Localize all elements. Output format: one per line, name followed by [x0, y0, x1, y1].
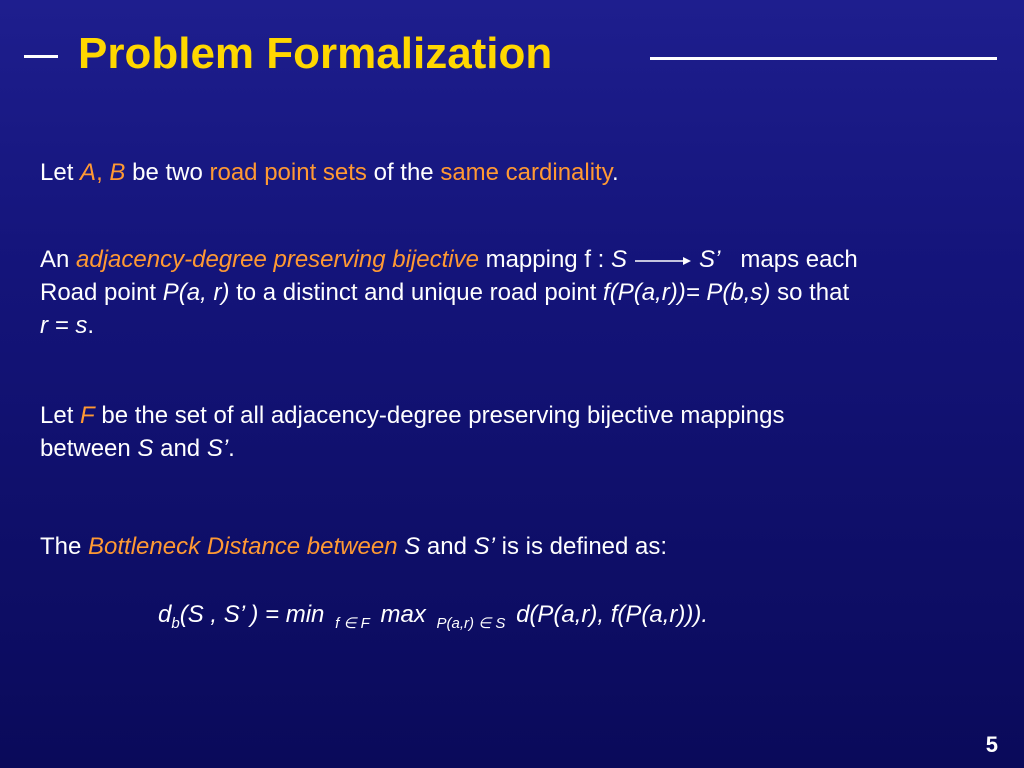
symbol-s: S [404, 533, 421, 560]
text: so that [777, 279, 850, 306]
bottleneck-formula [158, 598, 708, 640]
text: The [40, 533, 82, 560]
title-rule-right [650, 57, 997, 60]
period: . [87, 312, 95, 339]
term-bottleneck-distance: Bottleneck Distance between [88, 533, 398, 560]
text: to a distinct and unique road point [236, 279, 597, 306]
text: mapping f : [485, 246, 605, 273]
term-adp-bijective: adjacency-degree preserving bijective [76, 246, 479, 273]
title-rule-left [24, 55, 58, 58]
text: be the set of all adjacency-degree preserving bijective mappings [101, 402, 785, 429]
paragraph-bottleneck [40, 530, 1010, 563]
text: Road point [40, 279, 157, 306]
symbol-a: A [80, 159, 97, 186]
text: be two [132, 159, 203, 186]
symbol-s-prime: S’ [473, 533, 495, 560]
expr-p-ar: P(a, r) [162, 279, 230, 306]
slide-title: Problem Formalization [78, 29, 553, 78]
period: . [611, 159, 619, 186]
comma: , [96, 159, 103, 186]
text: Let [40, 159, 74, 186]
text: is is defined as: [501, 533, 668, 560]
formula-args: (S , S’ ) = min [179, 601, 325, 628]
formula-subscript-b: b [171, 615, 180, 632]
symbol-s: S [137, 435, 154, 462]
paragraph-set-f [40, 399, 1010, 465]
formula-subscript-f-in-f: f ∈ F [335, 615, 370, 632]
term-same-cardinality: same cardinality [440, 159, 612, 186]
text: Let [40, 402, 74, 429]
symbol-s-prime: S’ [206, 435, 229, 462]
period: . [228, 435, 235, 462]
text: of the [373, 159, 434, 186]
expr-r-eq-s: r = s [40, 312, 88, 339]
text: maps each [740, 246, 858, 273]
formula-subscript-p-in-s: P(a,r) ∈ S [436, 615, 506, 632]
symbol-s-prime: S’ [699, 246, 721, 273]
symbol-f: F [80, 402, 95, 429]
text: between [40, 435, 131, 462]
paragraph-mapping-definition [40, 243, 1010, 342]
paragraph-sets-definition [40, 156, 1010, 189]
formula-d: d [158, 601, 172, 628]
expr-f-p: f(P(a,r))= P(b,s) [603, 279, 771, 306]
term-road-point-sets: road point sets [209, 159, 367, 186]
page-number: 5 [985, 732, 998, 757]
formula-max: max [380, 601, 426, 628]
text: and [160, 435, 201, 462]
mapping-arrow-icon [633, 254, 693, 268]
text: An [40, 246, 70, 273]
formula-tail: d(P(a,r), f(P(a,r))). [516, 601, 709, 628]
text: and [426, 533, 467, 560]
symbol-b: B [109, 159, 126, 186]
symbol-s: S [611, 246, 628, 273]
